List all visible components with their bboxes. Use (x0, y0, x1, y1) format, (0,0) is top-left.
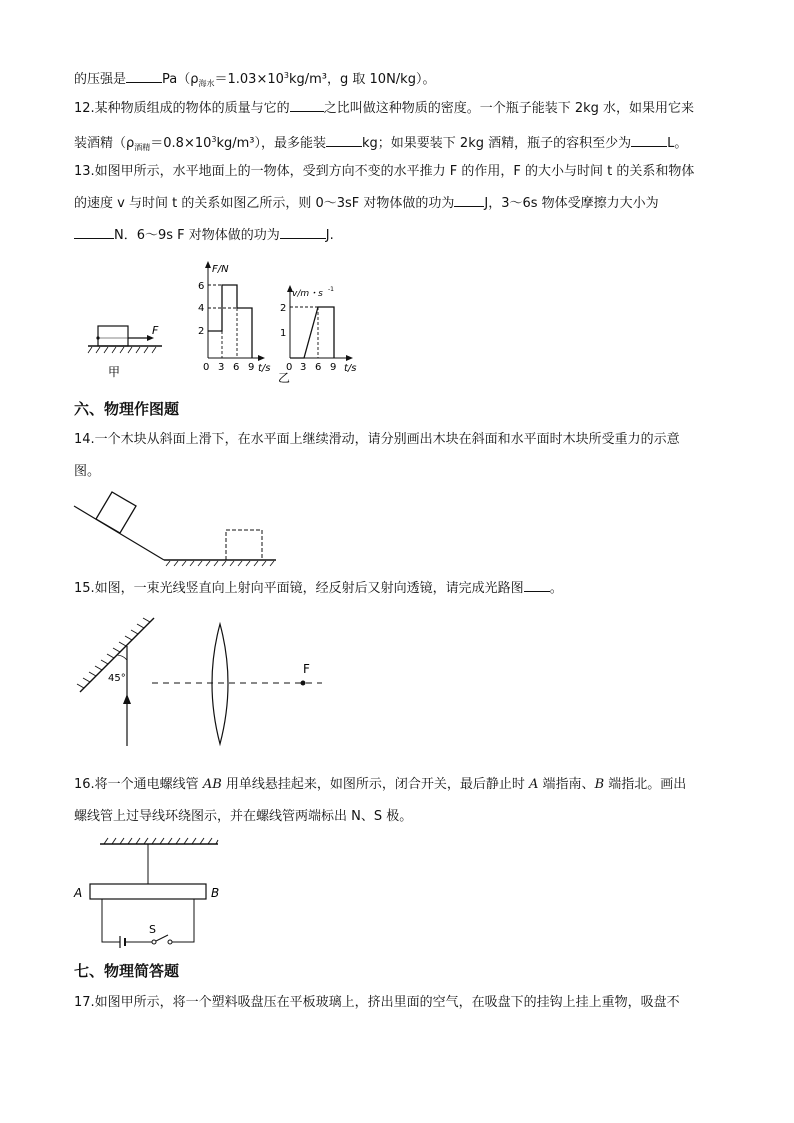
q12-line-2: 装酒精$(\rho_{酒精}=0.8\times 10^3kg/m^3)$，最多能装 kg；如果要装下 2kg 酒精，瓶子的容积至少为 L。 (74, 135, 688, 152)
fig13-diagram (84, 258, 374, 386)
graph1-xtick: 3 (218, 362, 225, 373)
graph1-xtick: 6 (233, 362, 240, 373)
graph2-ytick: 2 (280, 303, 287, 314)
graph2-ytick: 1 (280, 328, 287, 339)
q12-blank-2[interactable] (326, 133, 362, 147)
q15-optics-diagram (70, 608, 330, 750)
q14-line-2: 图。 (74, 464, 101, 479)
q13-line-2: 的速度 v 与时间 t 的关系如图乙所示，则 0～3sF 对物体做的功为 J，3～6s 物体受摩擦力大小为 (74, 193, 659, 214)
q13-line-1: 13.如图甲所示，水平地面上的一物体，受到方向不变的水平推力 F 的作用，F 的大小与时间 t 的关系和物体 (74, 164, 695, 179)
q16-line-1: 16.将一个通电螺线管 AB 用单线悬挂起来，如图所示，闭合开关，最后静止时 A 端指南、B 端指北。画出 (74, 777, 687, 792)
switch-label: S (149, 923, 156, 936)
angle-label: 45° (108, 673, 126, 684)
graph2-xtick: 9 (330, 362, 337, 373)
section-6-heading: 六、物理作图题 (74, 400, 180, 418)
q14-incline-diagram (70, 486, 285, 568)
q12-blank-1[interactable] (290, 98, 324, 112)
graph1-ytick: 6 (198, 281, 205, 292)
graph1-xlabel: t/s (258, 363, 271, 374)
q14-line-1: 14.一个木块从斜面上滑下，在水平面上继续滑动，请分别画出木块在斜面和水平面时木块所受重力的示意 (74, 432, 680, 447)
graph2-xtick: 0 (286, 362, 293, 373)
q13-line-3: N．6～9s F 对物体做的功为 J. (74, 225, 334, 246)
floor-block (226, 530, 262, 560)
q16-solenoid-diagram (70, 836, 230, 950)
fig13-graph-velocity (278, 285, 357, 385)
q11-tail-line: 的压强是 $Pa(\rho_{海水}=1.03\times 10^3kg/m^3$，g 取 10N/kg）。 (74, 71, 436, 88)
q17-line-1: 17.如图甲所示，将一个塑料吸盘压在平板玻璃上，挤出里面的空气，在吸盘下的挂钩上挂上重物，吸盘不 (74, 995, 680, 1010)
graph1-xtick: 9 (248, 362, 255, 373)
solenoid-ab (90, 884, 206, 899)
q12-blank-3[interactable] (631, 133, 667, 147)
jia-label: 甲 (108, 365, 121, 379)
end-a-label: A (74, 886, 83, 900)
section-7-heading: 七、物理简答题 (74, 962, 180, 980)
yi-label: 乙 (278, 371, 291, 385)
graph1-ytick: 2 (198, 326, 205, 337)
q11-answer-blank[interactable] (126, 69, 162, 83)
q13-blank-2[interactable] (74, 225, 114, 239)
focus-label: F (303, 662, 310, 676)
graph2-ylabel: v/m・s (292, 289, 323, 299)
incline-block (96, 492, 136, 533)
graph2-xlabel: t/s (344, 363, 357, 374)
graph2-xtick: 6 (315, 362, 322, 373)
graph1-ylabel: F/N (212, 264, 229, 275)
force-label: F (152, 324, 159, 337)
q15-line: 15.如图，一束光线竖直向上射向平面镜，经反射后又射向透镜，请完成光路图 。 (74, 578, 563, 599)
q13-blank-1[interactable] (454, 193, 484, 207)
switch-s[interactable] (152, 940, 156, 944)
convex-lens (212, 624, 228, 744)
q12-line-1: 12.某种物质组成的物体的质量与它的 之比叫做这种物质的密度。一个瓶子能装下 2kg 水，如果用它来 (74, 98, 694, 119)
focus-point (301, 681, 306, 686)
graph1-ytick: 4 (198, 303, 205, 314)
graph2-ylabel-sup: -1 (328, 286, 334, 293)
graph2-xtick: 3 (300, 362, 307, 373)
q16-line-2: 螺线管上过导线环绕图示，并在螺线管两端标出 N、S 极。 (74, 809, 413, 824)
q13-blank-3[interactable] (280, 225, 326, 239)
graph1-xtick: 0 (203, 362, 210, 373)
fig13-graph-force (198, 261, 271, 374)
fig13-jia (88, 324, 162, 379)
q15-blank[interactable] (524, 578, 550, 592)
end-b-label: B (211, 886, 220, 900)
